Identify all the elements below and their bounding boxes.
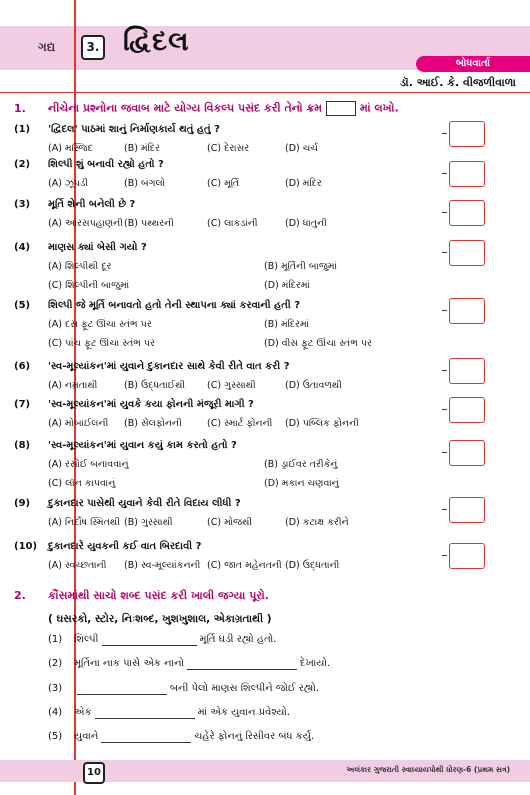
answer-dash bbox=[442, 452, 447, 453]
question-number: (4) bbox=[14, 242, 31, 253]
type-tag: બોધવાર્તા bbox=[416, 56, 530, 72]
fill-item-text-after: ચહેરે ફોનનું રિસીવર બંધ કર્યું. bbox=[194, 731, 315, 742]
question-number: (1) bbox=[14, 124, 31, 135]
option-d[interactable]: (D) ઉતાવળથી bbox=[285, 380, 342, 391]
fill-item-1 bbox=[48, 634, 276, 646]
option-d[interactable]: (D) વીસ ફૂટ ઊંચા સ્તંભ પર bbox=[264, 338, 372, 349]
lesson-number: 3. bbox=[81, 35, 105, 60]
question-number: (6) bbox=[14, 361, 31, 372]
answer-placeholder-box bbox=[326, 101, 356, 116]
option-b[interactable]: (B) ગુસ્સાથી bbox=[124, 517, 173, 528]
answer-dash bbox=[442, 252, 447, 253]
question-number: (7) bbox=[14, 399, 31, 410]
question-text: દુકાનદારે યુવકની કઈ વાત બિરદાવી ? bbox=[48, 541, 202, 552]
option-d[interactable]: (D) પબ્લિક ફોનની bbox=[285, 418, 359, 429]
option-a[interactable]: (A) દસ ફૂટ ઊંચા સ્તંભ પર bbox=[48, 319, 152, 330]
question-text: શિલ્પી જે મૂર્તિ બનાવતો હતો તેની સ્થાપના ક્યાં કરવાની હતી ? bbox=[48, 300, 301, 311]
option-b[interactable]: (B) બંગલો bbox=[124, 178, 166, 189]
answer-box[interactable] bbox=[449, 161, 485, 187]
option-d[interactable]: (D) ચર્ચ bbox=[285, 143, 318, 154]
option-d[interactable]: (D) કટાક્ષ કરીને bbox=[285, 517, 349, 528]
answer-dash bbox=[442, 509, 447, 510]
answer-dash bbox=[442, 370, 447, 371]
option-a[interactable]: (A) શિલ્પીથી દૂર bbox=[48, 261, 112, 272]
option-c[interactable]: (C) લૉન કાપવાનું bbox=[48, 478, 116, 489]
question-10 bbox=[14, 541, 201, 552]
section2-instruction: કૌંસમાંથી સાચો શબ્દ પસંદ કરી ખાલી જગ્યા પૂરો. bbox=[48, 589, 269, 602]
option-b[interactable]: (B) પથ્થરની bbox=[124, 218, 174, 229]
option-b[interactable]: (B) ઉદ્ધતાઈથી bbox=[124, 380, 186, 391]
option-a[interactable]: (A) મોબાઈલની bbox=[48, 418, 109, 429]
fill-item-text-before: મૂર્તિના નાક પાસે એક નાનો bbox=[74, 658, 185, 669]
margin-rule bbox=[74, 0, 76, 795]
question-number: (5) bbox=[14, 300, 31, 311]
question-6 bbox=[14, 361, 290, 372]
option-b[interactable]: (B) મંદિરમાં bbox=[264, 319, 310, 330]
section1-heading bbox=[14, 101, 399, 116]
question-text: 'સ્વ-મૂલ્યાંકન'માં યુવકે કયા ફોનની મંજૂરી માગી ? bbox=[48, 399, 254, 410]
option-a[interactable]: (A) રસોઈ બનાવવાનું bbox=[48, 459, 129, 470]
question-3 bbox=[14, 199, 135, 210]
option-d[interactable]: (D) ધાતુની bbox=[285, 218, 327, 229]
question-text: 'સ્વ-મૂલ્યાંકન'માં યુવાન કયું કામ કરતો હતો ? bbox=[48, 440, 237, 451]
page-number: 10 bbox=[83, 762, 105, 784]
answer-box[interactable] bbox=[449, 397, 485, 423]
question-text: દુકાનદાર પાસેથી યુવાને કેવી રીતે વિદાય લીધી ? bbox=[48, 498, 241, 509]
option-b[interactable]: (B) સ્વ-મૂલ્યાંકનની bbox=[124, 560, 201, 571]
option-c[interactable]: (C) સ્માર્ટ ફોનની bbox=[207, 418, 273, 429]
question-9 bbox=[14, 498, 241, 509]
option-d[interactable]: (D) મંદિર bbox=[285, 178, 322, 189]
option-b[interactable]: (B) મંદિર bbox=[124, 143, 161, 154]
question-4 bbox=[14, 242, 147, 253]
fill-item-text-before: શિલ્પી bbox=[74, 634, 99, 645]
question-5 bbox=[14, 300, 300, 311]
option-a[interactable]: (A) ઝૂંપડી bbox=[48, 178, 89, 189]
fill-item-text-before: એક bbox=[74, 707, 92, 718]
fill-item-number: (4) bbox=[48, 707, 63, 718]
answer-dash bbox=[442, 409, 447, 410]
fill-item-number: (1) bbox=[48, 634, 63, 645]
option-b[interactable]: (B) ડ્રાઈવર તરીકેનું bbox=[264, 459, 338, 470]
answer-dash bbox=[442, 133, 447, 134]
option-a[interactable]: (A) નિર્દોષ સ્મિતથી bbox=[48, 517, 120, 528]
question-number: (10) bbox=[14, 541, 38, 552]
answer-dash bbox=[442, 173, 447, 174]
option-c[interactable]: (C) દેરાસર bbox=[207, 143, 250, 154]
option-c[interactable]: (C) પાંચ ફૂટ ઊંચા સ્તંભ પર bbox=[48, 338, 155, 349]
answer-dash bbox=[442, 555, 447, 556]
option-c[interactable]: (C) મૂર્તિ bbox=[207, 178, 240, 189]
question-1 bbox=[14, 124, 220, 135]
answer-box[interactable] bbox=[449, 240, 485, 266]
question-number: (9) bbox=[14, 498, 31, 509]
divider bbox=[0, 92, 530, 93]
option-c[interactable]: (C) લાકડાંની bbox=[207, 218, 258, 229]
option-d[interactable]: (D) મંદિરમાં bbox=[264, 280, 310, 291]
fill-item-text-before: યુવાને bbox=[74, 731, 99, 742]
question-number: (2) bbox=[14, 159, 31, 170]
answer-box[interactable] bbox=[449, 497, 485, 523]
fill-item-text-after: માં એક યુવાન પ્રવેશ્યો. bbox=[197, 707, 291, 718]
option-a[interactable]: (A) નમ્રતાથી bbox=[48, 380, 98, 391]
section1-instruction-end: માં લખો. bbox=[360, 101, 399, 115]
option-c[interactable]: (C) ગુસ્સાથી bbox=[207, 380, 256, 391]
option-a[interactable]: (A) સ્વચ્છતાની bbox=[48, 560, 107, 571]
answer-box[interactable] bbox=[449, 358, 485, 384]
section2-number: 2. bbox=[14, 589, 26, 602]
blank-line[interactable] bbox=[77, 683, 167, 695]
answer-dash bbox=[442, 310, 447, 311]
answer-box[interactable] bbox=[449, 298, 485, 324]
fill-item-number: (3) bbox=[48, 683, 63, 694]
fill-item-text-after: દેખાયો. bbox=[300, 658, 331, 669]
question-8 bbox=[14, 440, 237, 451]
answer-box[interactable] bbox=[449, 200, 485, 226]
question-text: 'સ્વ-મૂલ્યાંકન'માં યુવાને દુકાનદાર સાથે કેવી રીતે વાત કરી ? bbox=[48, 361, 290, 372]
question-number: (3) bbox=[14, 199, 31, 210]
section1-instruction: નીચેના પ્રશ્નોના જવાબ માટે યોગ્ય વિકલ્પ પસંદ કરી તેનો ક્રમ bbox=[48, 101, 323, 115]
option-a[interactable]: (A) મસ્જિદ bbox=[48, 143, 93, 154]
fill-item-5 bbox=[48, 731, 314, 743]
fill-item-text-after: બની પેલો માણસ શિલ્પીને જોઈ રહ્યો. bbox=[170, 683, 320, 694]
section2-heading bbox=[14, 589, 269, 603]
answer-box[interactable] bbox=[449, 121, 485, 147]
answer-box[interactable] bbox=[449, 440, 485, 466]
blank-line[interactable] bbox=[187, 658, 297, 670]
option-a[interactable]: (A) આરસપહાણની bbox=[48, 218, 123, 229]
question-text: મૂર્તિ શેની બનેલી છે ? bbox=[48, 199, 136, 210]
option-d[interactable]: (D) મકાન ચણવાનું bbox=[264, 478, 339, 489]
fill-item-4 bbox=[48, 707, 290, 719]
fill-item-number: (2) bbox=[48, 658, 63, 669]
book-title: અલંકાર ગુજરાતી સ્વાધ્યાયપોથી ધોરણ-6 (પ્રથમ સત્ર) bbox=[346, 765, 510, 774]
genre-label: ગદ્ય bbox=[38, 40, 56, 54]
lesson-title: દ્વિદલ bbox=[123, 26, 190, 57]
fill-item-text-after: મૂર્તિ ઘડી રહ્યો હતો. bbox=[199, 634, 277, 645]
option-b[interactable]: (B) સેલફોનની bbox=[124, 418, 182, 429]
question-7 bbox=[14, 399, 254, 410]
option-c[interactable]: (C) શિલ્પીની બાજુમાં bbox=[48, 280, 130, 291]
word-bank: ( ઘસરકો, સ્ટોર, નિઃશબ્દ, ખુશખુશાલ, એકાગ્રતાથી ) bbox=[48, 613, 272, 625]
question-text: માણસ ક્યાં બેસી ગયો ? bbox=[48, 242, 147, 253]
question-2 bbox=[14, 159, 164, 170]
question-number: (8) bbox=[14, 440, 31, 451]
option-b[interactable]: (B) મૂર્તિની બાજુમાં bbox=[264, 261, 337, 272]
option-c[interactable]: (C) મોજથી bbox=[207, 517, 253, 528]
author-name: ડૉ. આઈ. કે. વીજળીવાળા bbox=[399, 76, 516, 89]
option-d[interactable]: (D) ઉદ્ધતાની bbox=[285, 560, 340, 571]
fill-item-number: (5) bbox=[48, 731, 63, 742]
option-c[interactable]: (C) જાત મહેનતની bbox=[207, 560, 282, 571]
answer-box[interactable] bbox=[449, 543, 485, 569]
fill-item-2 bbox=[48, 658, 330, 670]
question-text: 'દ્વિદલ' પાઠમાં શાનું નિર્માણકાર્ય થતું હતું ? bbox=[48, 124, 220, 135]
blank-line[interactable] bbox=[102, 634, 197, 646]
blank-line[interactable] bbox=[101, 731, 191, 743]
question-text: શિલ્પી શું બનાવી રહ્યો હતો ? bbox=[48, 159, 164, 170]
fill-item-3 bbox=[48, 683, 319, 695]
section1-number: 1. bbox=[14, 101, 26, 115]
answer-dash bbox=[442, 212, 447, 213]
blank-line[interactable] bbox=[95, 707, 195, 719]
